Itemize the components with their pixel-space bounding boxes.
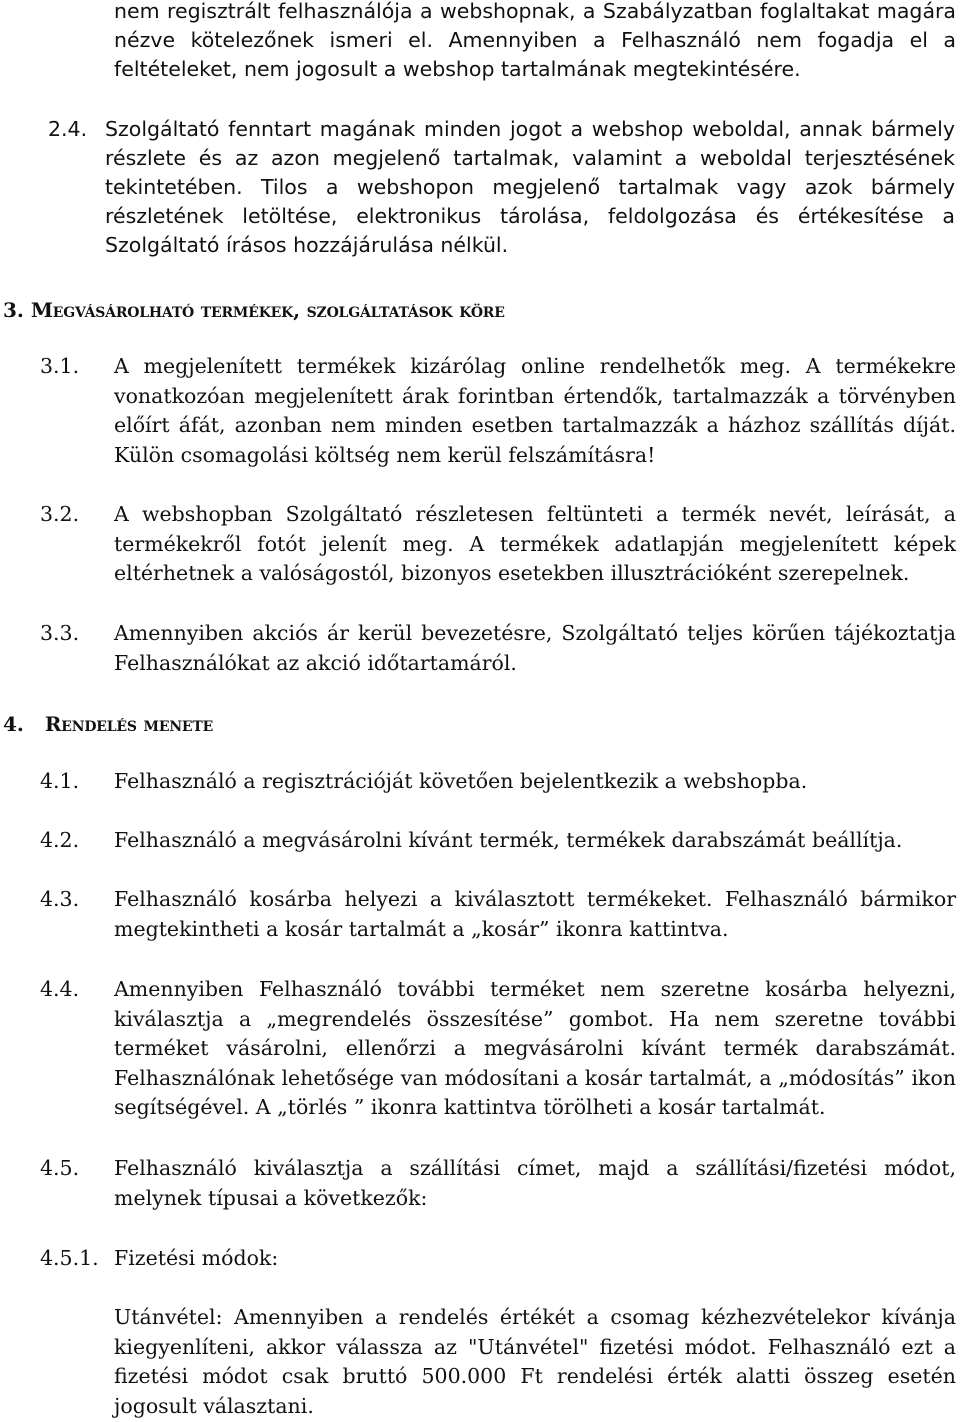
- item-4-5-1-text: Fizetési módok:: [114, 1246, 279, 1270]
- item-4-2-text: Felhasználó a megvásárolni kívánt termék, termékek darabszámát beállítja.: [114, 828, 903, 852]
- section-4-heading: [3, 710, 213, 739]
- item-3-2-text: A webshopban Szolgáltató részletesen feltünteti a termék nevét, leírását, a termékekről fotót jelenít meg. A termékek adatlapján megjelenített képek eltérhetnek a valóságostól, bizonyos esetekben illusztrációként szerepelnek.: [114, 502, 956, 585]
- item-3-1-text: A megjelenített termékek kizárólag online rendelhetők meg. A termékekre vonatkozóan megjelenített árak forintban értendők, tartalmazzák a törvényben előírt áfát, azonban nem minden esetben tartalmazzák a házhoz szállítás díját. Külön csomagolási költség nem kerül felszámításra!: [114, 354, 956, 467]
- section-2-4-paragraph: Szolgáltató fenntart magának minden jogot a webshop weboldal, annak bármely részlete és az azon megjelenő tartalmak, valamint a weboldal terjesztésének tekintetében. Tilos a webshopon megjelenő tartalmak vagy azok bármely részletének letöltése, elektronikus tárolása, feldolgozása és értékesítése a Szolgáltató írásos hozzájárulása nélkül.: [105, 117, 955, 257]
- item-number-3-1: 3.1.: [40, 354, 80, 378]
- section-4-title: Rendelés menete: [44, 712, 214, 736]
- item-number-3-2: 3.2.: [40, 502, 80, 526]
- payment-cod-paragraph: Utánvétel: Amennyiben a rendelés értékét a csomag kézhezvételekor kívánja kiegyenlíteni, akkor válassza az "Utánvétel" fizetési módot. Felhasználó ezt a fizetési módot csak bruttó 500.000 Ft rendelési érték alatti összeg esetén jogosult választani.: [114, 1305, 956, 1418]
- section-3-heading: [3, 296, 505, 325]
- item-number-4-3: 4.3.: [40, 887, 80, 911]
- item-4-5-text: Felhasználó kiválasztja a szállítási címet, majd a szállítási/fizetési módot, melynek típusai a következők:: [114, 1156, 956, 1210]
- item-number-4-5: 4.5.: [40, 1156, 80, 1180]
- intro-paragraph: nem regisztrált felhasználója a webshopnak, a Szabályzatban foglaltakat magára nézve kötelezőnek ismeri el. Amennyiben a Felhasználó nem fogadja el a feltételeket, nem jogosult a webshop tartalmának megtekintésére.: [114, 0, 956, 81]
- section-3-title: Megvásárolható termékek, szolgáltatások köre: [30, 298, 505, 322]
- section-3-number: 3.: [3, 298, 24, 322]
- item-number-4-4: 4.4.: [40, 977, 80, 1001]
- section-4-number: 4.: [3, 712, 24, 736]
- item-3-3-text: Amennyiben akciós ár kerül bevezetésre, Szolgáltató teljes körűen tájékoztatja Felhasználókat az akció időtartamáról.: [114, 621, 956, 675]
- item-number-4-5-1: 4.5.1.: [40, 1246, 99, 1270]
- item-4-3-text: Felhasználó kosárba helyezi a kiválasztott termékeket. Felhasználó bármikor megtekintheti a kosár tartalmát a „kosár” ikonra kattintva.: [114, 887, 956, 941]
- item-number-4-2: 4.2.: [40, 828, 80, 852]
- section-number-2-4: 2.4.: [48, 117, 88, 141]
- item-number-4-1: 4.1.: [40, 769, 80, 793]
- item-number-3-3: 3.3.: [40, 621, 80, 645]
- item-4-4-text: Amennyiben Felhasználó további terméket nem szeretne kosárba helyezni, kiválasztja a „megrendelés összesítése” gombot. Ha nem szeretne további terméket vásárolni, ellenőrzi a megvásárolni kívánt termék darabszámát. Felhasználónak lehetősége van módosítani a kosár tartalmát, a „módosítás” ikon segítségével. A „törlés ” ikonra kattintva törölheti a kosár tartalmát.: [114, 977, 956, 1119]
- item-4-1-text: Felhasználó a regisztrációját követően bejelentkezik a webshopba.: [114, 769, 808, 793]
